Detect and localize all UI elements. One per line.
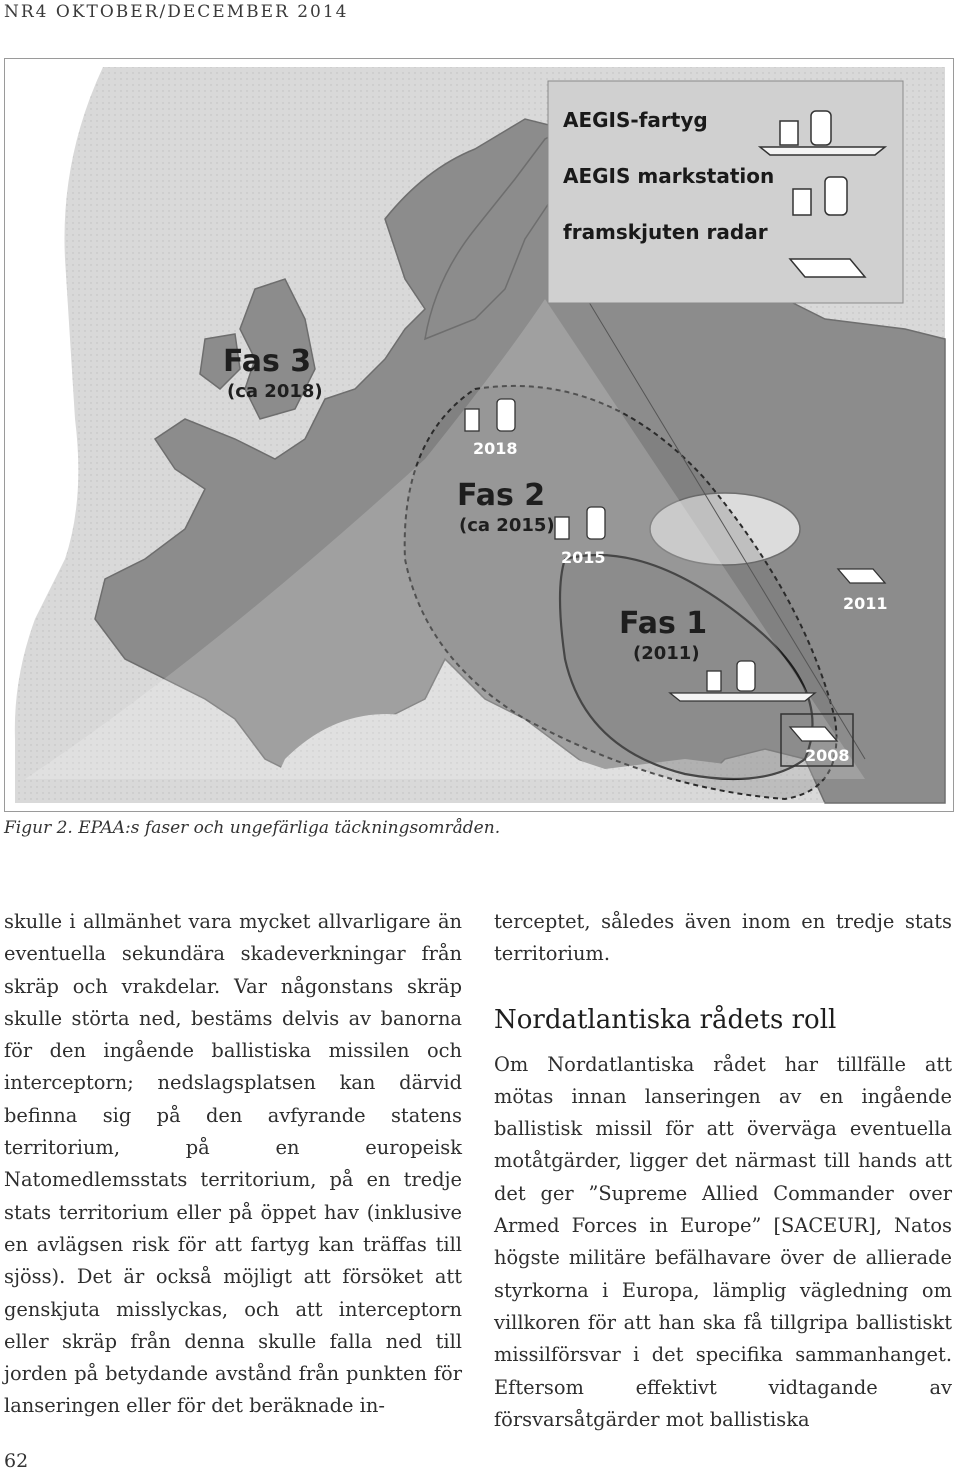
- year-2011-label: 2011: [843, 594, 888, 613]
- section-heading: Nordatlantiska rådets roll: [494, 1004, 837, 1035]
- body-paragraph-left: skulle i allmänhet vara mycket allvarligare än eventuella sekundära skadeverkningar från skräp och vrakdelar. Var någonstans skräp skulle störta ned, bestäms delvis av banorna för den ingående ballistiska missilen och interceptorn; nedslagsplatsen kan därvid befinna sig på den avfyrande statens territorium, på en europeisk Natomedlemsstats territorium, på en tredje stats territorium eller på öppet hav (inklusive en avlägsen risk för att fartyg kan träffas till sjöss). Det är också möjligt att försöket att genskjuta misslyckas, och att interceptorn eller skräp från denna skulle falla ned till jorden på betydande avstånd från punkten för lanseringen eller för det beräknade in-: [4, 910, 462, 1418]
- figure-epaa-map: [4, 58, 954, 812]
- phase-3-date: (ca 2018): [227, 381, 323, 402]
- phase-3-label: Fas 3: [223, 344, 312, 379]
- legend-aegis-ground-label: AEGIS markstation: [563, 164, 775, 188]
- body-column-right: [494, 906, 952, 1436]
- phase-1-label: Fas 1: [619, 606, 708, 641]
- body-paragraph-right-intro: terceptet, således även inom en tredje stats territorium.: [494, 910, 952, 966]
- figure-caption: Figur 2. EPAA:s faser och ungefärliga täckningsområden.: [4, 818, 501, 838]
- year-2018-label: 2018: [473, 439, 518, 458]
- body-paragraph-right: Om Nordatlantiska rådet har tillfälle att mötas innan lanseringen av en ingående ballistisk missil för att överväga eventuella motåtgärder, ligger det närmast till hands att det ger ”Supreme Allied Commander over Armed Forces in Europe” [SACEUR], Natos högste militäre befälhavare över de allierade styrkorna i Europa, lämplig vägledning om villkoren för att han ska få tillgripa ballistiskt missilförsvar i det specifika sammanhanget. Eftersom effektivt vidtagande av försvarsåtgärder mot ballistiska: [494, 1052, 952, 1431]
- europe-coverage-map: [5, 59, 953, 811]
- legend-radar-label: framskjuten radar: [563, 220, 768, 244]
- running-header: NR4 OKTOBER/DECEMBER 2014: [4, 2, 349, 22]
- phase-2-label: Fas 2: [457, 478, 546, 513]
- year-2008-label: 2008: [805, 746, 850, 765]
- body-column-left: [4, 906, 462, 1423]
- legend-aegis-ship-label: AEGIS-fartyg: [563, 108, 708, 132]
- page-number: 62: [4, 1450, 29, 1472]
- phase-2-date: (ca 2015): [459, 515, 555, 536]
- year-2015-label: 2015: [561, 548, 606, 567]
- phase-1-date: (2011): [633, 643, 700, 664]
